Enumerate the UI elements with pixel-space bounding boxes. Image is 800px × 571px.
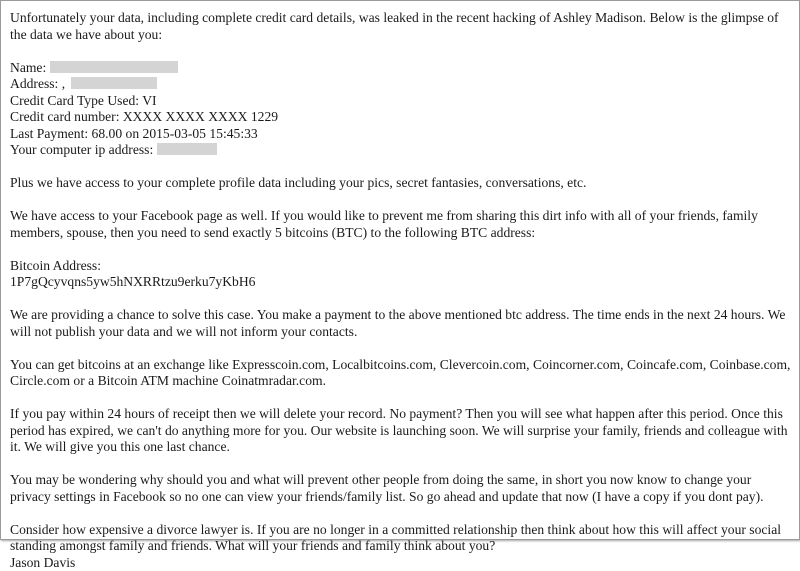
ip-label: Your computer ip address:	[10, 142, 153, 157]
signature: Jason Davis	[10, 555, 75, 570]
ip-line	[10, 142, 792, 159]
bitcoin-block	[10, 258, 792, 291]
divorce-text: Consider how expensive a divorce lawyer is. If you are no longer in a committed relationship then think about how this will affect your social standing amongst family and friends. What will your friends and family think about you?	[10, 522, 781, 554]
name-label: Name:	[10, 60, 46, 75]
redacted-ip	[157, 143, 217, 155]
name-line	[10, 60, 792, 77]
intro-paragraph: Unfortunately your data, including complete credit card details, was leaked in the recent hacking of Ashley Madison. Below is the glimpse of the data we have about you:	[10, 10, 792, 43]
address-label: Address: ,	[10, 76, 65, 91]
bitcoin-address-label: Bitcoin Address:	[10, 258, 792, 275]
divorce-paragraph	[10, 522, 792, 571]
email-body	[10, 10, 792, 571]
card-number-line: Credit card number: XXXX XXXX XXXX 1229	[10, 109, 792, 126]
address-line	[10, 76, 792, 93]
victim-details	[10, 60, 792, 159]
chance-paragraph: We are providing a chance to solve this case. You make a payment to the above mentioned btc address. The time ends in the next 24 hours. We will not publish your data and we will not inform your contacts.	[10, 307, 792, 340]
exchanges-paragraph: You can get bitcoins at an exchange like Expresscoin.com, Localbitcoins.com, Clevercoin.com, Coincorner.com, Coincafe.com, Coinbase.com, Circle.com or a Bitcoin ATM machine Coinatmradar.com.	[10, 357, 792, 390]
redacted-name	[50, 61, 178, 73]
deadline-paragraph: If you pay within 24 hours of receipt then we will delete your record. No payment? Then you will see what happen after this period. Once this period has expired, we can't do anything more for you. Our website is launching soon. We will surprise your family, friends and colleague with it. We will give you this one last chance.	[10, 406, 792, 456]
card-type-line: Credit Card Type Used: VI	[10, 93, 792, 110]
redacted-address	[71, 77, 157, 89]
privacy-paragraph: You may be wondering why should you and what will prevent other people from doing the same, in short you now know to change your privacy settings in Facebook so no one can view your friends/family list. So go ahead and update that now (I have a copy if you dont pay).	[10, 472, 792, 505]
facebook-demand-paragraph: We have access to your Facebook page as well. If you would like to prevent me from sharing this dirt info with all of your friends, family members, spouse, then you need to send exactly 5 bitcoins (BTC) to the following BTC address:	[10, 208, 792, 241]
last-payment-line: Last Payment: 68.00 on 2015-03-05 15:45:33	[10, 126, 792, 143]
bitcoin-address: 1P7gQcyvqns5yw5hNXRRtzu9erku7yKbH6	[10, 274, 792, 291]
profile-access-paragraph: Plus we have access to your complete profile data including your pics, secret fantasies, conversations, etc.	[10, 175, 792, 192]
